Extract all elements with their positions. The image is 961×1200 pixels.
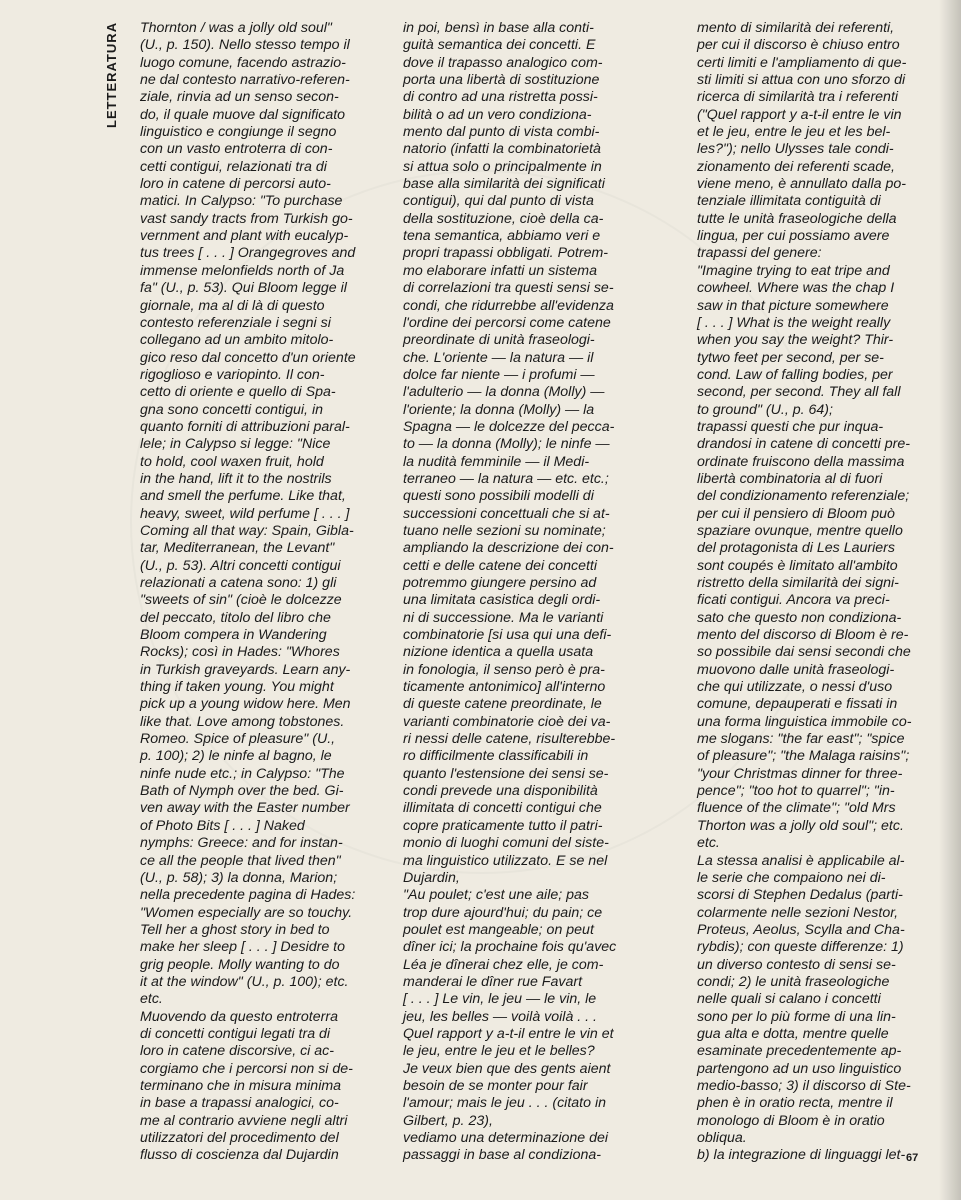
text-line: le jeu, entre le jeu et le belles? [403, 1043, 595, 1060]
page-number: 67 [906, 1152, 919, 1164]
text-line: che qui utilizzate, o nessi d'uso [697, 679, 893, 696]
text-line: pence"; "too hot to quarrel"; "in- [697, 783, 895, 800]
text-line: comune, depauperati e fissati in [697, 696, 898, 713]
text-line: condi, che ridurrebbe all'evidenza [403, 297, 614, 314]
text-line: drandosi in catene di concetti pre- [697, 436, 910, 453]
text-line: utilizzatori del procedimento del [140, 1130, 339, 1146]
text-line: Léa je dînerai chez elle, je com- [403, 956, 604, 973]
text-line: poulet est mangeable; on peut [403, 921, 594, 938]
binding-shadow [939, 0, 961, 1200]
text-line: zionamento dei referenti scade, [697, 158, 895, 175]
text-line: le serie che compaiono nei di- [697, 869, 886, 886]
text-line: sti limiti si attua con uno sforzo di [697, 72, 906, 89]
text-line: trapassi questi che pur inqua- [697, 418, 884, 435]
text-line: ristretto della similarità dei signi- [697, 575, 899, 591]
text-line: base alla similarità dei significati [403, 176, 605, 193]
text-line: l'adulterio — la donna (Molly) — [403, 384, 605, 401]
text-line: un diverso contesto di sensi se- [697, 956, 896, 973]
text-line: Muovendo da questo entroterra [140, 1008, 338, 1025]
text-line: tutte le unità fraseologiche della [697, 210, 897, 227]
text-line: ne dal contesto narrativo-referen- [140, 72, 350, 89]
text-line: Proteus, Aeolus, Scylla and Cha- [697, 921, 905, 938]
text-line: obliqua. [697, 1130, 747, 1146]
text-line: una forma linguistica immobile co- [697, 713, 912, 730]
text-line: relazionati a catena sono: 1) gli [140, 575, 337, 591]
text-line: "Women especially are so touchy. [140, 904, 353, 921]
text-line: so possibile dai sensi secondi che [697, 644, 911, 661]
text-line: fa" (U., p. 53). Qui Bloom legge il [140, 280, 347, 297]
text-line: flusso di coscienza dal Dujardin [140, 1147, 339, 1164]
text-line: manderai le dîner rue Favart [403, 973, 583, 990]
text-line: thing if taken young. You might [140, 679, 334, 696]
text-line: Romeo. Spice of pleasure" (U., [140, 731, 336, 748]
text-line: dove il trapasso analogico com- [403, 54, 603, 71]
text-line: les?"); nello Ulysses tale condi- [697, 141, 894, 158]
text-line: con un vasto entroterra di con- [140, 141, 333, 158]
text-line: mento di similarità dei referenti, [697, 20, 895, 36]
text-line: rybdis); con queste differenze: 1) [697, 939, 904, 956]
text-line: vast sandy tracts from Turkish go- [140, 210, 353, 227]
text-line: monologo di Bloom è in oratio [697, 1112, 885, 1129]
text-line: p. 100); 2) le ninfe al bagno, le [140, 748, 332, 765]
text-line: [ . . . ] What is the weight really [697, 314, 891, 331]
text-line: corgiamo che i percorsi non si de- [140, 1060, 353, 1077]
text-line: sono per lo più forme di una lin- [697, 1008, 896, 1025]
text-line: per cui il discorso è chiuso entro [697, 37, 900, 54]
text-line: Thornton / was a jolly old soul" [140, 20, 332, 36]
text-line: Rocks); così in Hades: "Whores [140, 644, 340, 661]
text-line: ni di successione. Ma le varianti [403, 609, 604, 626]
text-line: in the hand, lift it to the nostrils [140, 470, 332, 487]
text-line: gna sono concetti contigui, in [140, 401, 323, 418]
text-line: certi limiti e l'ampliamento di que- [697, 54, 907, 71]
text-line: heavy, sweet, wild perfume [ . . . ] [140, 505, 350, 522]
text-line: Bath of Nymph over the bed. Gi- [140, 783, 344, 800]
text-line: loro in catene discorsive, ci ac- [140, 1043, 334, 1060]
text-line: ven away with the Easter number [140, 800, 350, 817]
text-line: l'amour; mais le jeu . . . (citato in [403, 1095, 606, 1112]
text-line: la nudità femminile — il Medi- [403, 453, 590, 470]
text-line: trapassi del genere: [697, 245, 822, 262]
text-line: una limitata casistica degli ordi- [403, 592, 601, 609]
text-line: second, per second. They all fall [697, 384, 901, 401]
text-line: ce all the people that lived then" [140, 852, 341, 869]
text-line: etc. [697, 835, 720, 852]
text-line: "your Christmas dinner for three- [697, 765, 903, 782]
text-line: fluence of the climate"; "old Mrs [697, 800, 896, 817]
text-line: to ground" (U., p. 64); [697, 401, 833, 418]
text-line: of pleasure"; "the Malaga raisins"; [697, 748, 910, 765]
text-line: and smell the perfume. Like that, [140, 488, 346, 505]
text-line: dolce far niente — i profumi — [403, 366, 595, 383]
text-line: ziale, rinvia ad un senso secon- [140, 89, 339, 106]
text-line: et le jeu, entre le jeu et les bel- [697, 124, 891, 141]
text-line: ("Quel rapport y a-t-il entre le vin [697, 106, 902, 123]
text-line: vediamo una determinazione dei [403, 1130, 609, 1146]
text-line: varianti combinatorie cioè dei va- [403, 713, 611, 730]
text-line: muovono dalle unità fraseologi- [697, 661, 895, 678]
text-line: linguistico e congiunge il segno [140, 124, 337, 141]
text-line: La stessa analisi è applicabile al- [697, 852, 905, 869]
text-line: natorio (infatti la combinatorietà [403, 141, 601, 158]
text-line: che. L'oriente — la natura — il [403, 349, 594, 366]
text-line: esaminate precedentemente ap- [697, 1043, 902, 1060]
text-line: illimitata di concetti contigui che [403, 800, 602, 817]
text-line: tena semantica, abbiamo veri e [403, 228, 601, 245]
text-line: di queste catene preordinate, le [403, 696, 602, 713]
text-line: (U., p. 53). Altri concetti contigui [140, 557, 341, 574]
text-line: lingua, per cui possiamo avere [697, 228, 890, 245]
text-line: ma linguistico utilizzato. E se nel [403, 852, 608, 869]
text-line: of Photo Bits [ . . . ] Naked [140, 817, 305, 834]
text-line: Coming all that way: Spain, Gibla- [140, 522, 354, 539]
text-line: in base a trapassi analogici, co- [140, 1095, 339, 1112]
text-line: colarmente nelle sezioni Nestor, [697, 904, 899, 921]
text-line: b) la integrazione di linguaggi let- [697, 1147, 906, 1164]
text-column-2 [403, 20, 683, 1165]
text-line: spaziare ovunque, mentre quello [697, 522, 903, 539]
text-line: di contro ad una ristretta possi- [403, 89, 598, 106]
text-line: gua alta e dotta, mentre quelle [697, 1025, 889, 1042]
text-line: "Imagine trying to eat tripe and [697, 262, 890, 279]
text-line: (U., p. 58); 3) la donna, Marion; [140, 869, 338, 886]
text-line: gico reso dal concetto d'un oriente [140, 349, 356, 366]
text-line: porta una libertà di sostituzione [403, 72, 600, 89]
text-line: partengono ad un uso linguistico [697, 1060, 902, 1077]
text-line: cond. Law of falling bodies, per [697, 366, 893, 383]
text-line: ro difficilmente classificabili in [403, 748, 589, 765]
text-line: ricerca di similarità tra i referenti [697, 89, 899, 106]
text-line: vernment and plant with eucalyp- [140, 228, 349, 245]
text-line: Bloom compera in Wandering [140, 627, 327, 644]
text-line: condi prevede una disponibilità [403, 783, 598, 800]
text-line: matici. In Calypso: "To purchase [140, 193, 343, 210]
text-line: l'ordine dei percorsi come catene [403, 314, 611, 331]
text-line: del protagonista di Les Lauriers [697, 540, 895, 557]
text-line: tar, Mediterranean, the Levant" [140, 540, 335, 557]
text-line: lele; in Calypso si legge: "Nice [140, 436, 331, 453]
text-line: phen è in oratio recta, mentre il [697, 1095, 893, 1112]
text-line: questi sono possibili modelli di [403, 488, 594, 505]
text-line: when you say the weight? Thir- [697, 332, 894, 349]
text-line: libertà combinatoria al di fuori [697, 470, 883, 487]
text-line: del condizionamento referenziale; [697, 488, 910, 505]
text-line: si attua solo o principalmente in [403, 158, 602, 175]
text-line: mo elaborare infatti un sistema [403, 262, 597, 279]
text-line: collegano ad un ambito mitolo- [140, 332, 334, 349]
text-line: sont coupés è limitato all'ambito [697, 557, 898, 574]
text-line: ampliando la descrizione dei con- [403, 540, 614, 557]
text-line: Quel rapport y a-t-il entre le vin et [403, 1025, 614, 1042]
text-line: quanto l'estensione dei sensi se- [403, 765, 609, 782]
text-line: contigui), qui dal punto di vista [403, 193, 594, 210]
text-line: me al contrario avviene negli altri [140, 1112, 348, 1129]
text-line: medio-basso; 3) il discorso di Ste- [697, 1077, 911, 1094]
text-line: del peccato, titolo del libro che [140, 609, 331, 626]
text-column-1 [140, 20, 392, 1165]
text-line: successioni concettuali che si at- [403, 505, 610, 522]
text-line: trop dure ajourd'hui; du pain; ce [403, 904, 603, 921]
text-line: grig people. Molly wanting to do [140, 956, 340, 973]
text-line: ticamente antonimico] all'interno [403, 679, 606, 696]
text-line: preordinate di unità fraseologi- [403, 332, 595, 349]
text-line: to — la donna (Molly); le ninfe — [403, 436, 610, 453]
text-line: Dujardin, [403, 869, 460, 886]
text-column-3 [697, 20, 937, 1165]
text-line: pick up a young widow here. Men [140, 696, 351, 713]
text-line: giornale, ma al di là di questo [140, 297, 325, 314]
text-line: propri trapassi obbligati. Potrem- [403, 245, 609, 262]
text-line: cetti e delle catene dei concetti [403, 557, 598, 574]
text-line: guità semantica dei concetti. E [403, 37, 596, 54]
text-line: ordinate fruiscono della massima [697, 453, 905, 470]
text-line: besoin de se monter pour fair [403, 1077, 588, 1094]
text-line: etc. [140, 991, 163, 1008]
text-line: viene meno, è annullato dalla po- [697, 176, 907, 193]
text-line: cowheel. Where was the chap I [697, 280, 895, 297]
text-line: scorsi di Stephen Dedalus (parti- [697, 887, 903, 904]
text-line: immense melonfields north of Ja [140, 262, 345, 279]
section-label: LETTERATURA [104, 22, 119, 129]
text-line: combinatorie [si usa qui una defi- [403, 627, 612, 644]
text-line: tytwo feet per second, per se- [697, 349, 884, 366]
text-line: di correlazioni tra questi sensi se- [403, 280, 614, 297]
text-line: nella precedente pagina di Hades: [140, 887, 356, 904]
text-line: Je veux bien que des gents aient [403, 1060, 611, 1077]
text-line: saw in that picture somewhere [697, 297, 889, 314]
text-line: "Au poulet; c'est une aile; pas [403, 887, 589, 904]
text-line: sato che questo non condiziona- [697, 609, 902, 626]
text-line: tenziale illimitata contiguità di [697, 193, 881, 210]
text-line: condi; 2) le unità fraseologiche [697, 973, 890, 990]
text-line: ninfe nude etc.; in Calypso: "The [140, 765, 345, 782]
text-line: l'oriente; la donna (Molly) — la [403, 401, 595, 418]
text-line: cetti contigui, relazionati tra di [140, 158, 327, 175]
text-line: in fonologia, il senso però è pra- [403, 661, 605, 678]
text-line: tus trees [ . . . ] Orangegroves and [140, 245, 356, 262]
text-line: terminano che in misura minima [140, 1077, 342, 1094]
text-line: do, il quale muove dal significato [140, 106, 346, 123]
text-line: [ . . . ] Le vin, le jeu — le vin, le [403, 991, 597, 1008]
text-line: Tell her a ghost story in bed to [140, 921, 330, 938]
text-line: nizione identica a quella usata [403, 644, 594, 661]
text-line: copre praticamente tutto il patri- [403, 817, 603, 834]
text-line: me slogans: "the far east"; "spice [697, 731, 905, 748]
text-line: jeu, les belles — voilà voilà . . . [403, 1008, 597, 1025]
text-line: make her sleep [ . . . ] Desidre to [140, 939, 346, 956]
text-line: (U., p. 150). Nello stesso tempo il [140, 37, 350, 54]
text-line: contesto referenziale i segni si [140, 314, 331, 331]
text-line: bilità o ad un vero condiziona- [403, 106, 592, 123]
text-line: Thorton was a jolly old soul"; etc. [697, 817, 904, 834]
text-line: mento del discorso di Bloom è re- [697, 627, 909, 644]
text-line: terraneo — la natura — etc. etc.; [403, 470, 609, 487]
text-line: nymphs: Greece: and for instan- [140, 835, 343, 852]
text-line: dîner ici; la prochaine fois qu'avec [403, 939, 617, 956]
text-line: rigoglioso e variopinto. Il con- [140, 366, 325, 383]
text-line: cetto di oriente e quello di Spa- [140, 384, 336, 401]
text-line: mento dal punto di vista combi- [403, 124, 600, 141]
text-line: ri nessi delle catene, risulterebbe- [403, 731, 616, 748]
text-line: nelle quali si calano i concetti [697, 991, 881, 1008]
text-line: della sostituzione, cioè della ca- [403, 210, 604, 227]
text-line: ficati contigui. Ancora va preci- [697, 592, 890, 609]
text-line: in Turkish graveyards. Learn any- [140, 661, 351, 678]
text-line: passaggi in base al condiziona- [403, 1147, 601, 1164]
text-line: quanto forniti di attribuzioni paral- [140, 418, 350, 435]
text-line: potremmo giungere persino ad [403, 575, 597, 591]
text-line: luogo comune, facendo astrazio- [140, 54, 346, 71]
text-line: to hold, cool waxen fruit, hold [140, 453, 324, 470]
text-line: monio di luoghi comuni del siste- [403, 835, 609, 852]
text-line: it at the window" (U., p. 100); etc. [140, 973, 349, 990]
text-line: "sweets of sin" (cioè le dolcezze [140, 592, 342, 609]
text-line: tuano nelle sezioni su nominate; [403, 522, 606, 539]
text-line: Spagna — le dolcezze del pecca- [403, 418, 615, 435]
text-line: loro in catene di percorsi auto- [140, 176, 331, 193]
text-line: di concetti contigui legati tra di [140, 1025, 331, 1042]
text-line: Gilbert, p. 23), [403, 1112, 493, 1129]
text-line: like that. Love among tobstones. [140, 713, 345, 730]
text-line: in poi, bensì in base alla conti- [403, 20, 594, 36]
text-line: per cui il pensiero di Bloom può [697, 505, 895, 522]
